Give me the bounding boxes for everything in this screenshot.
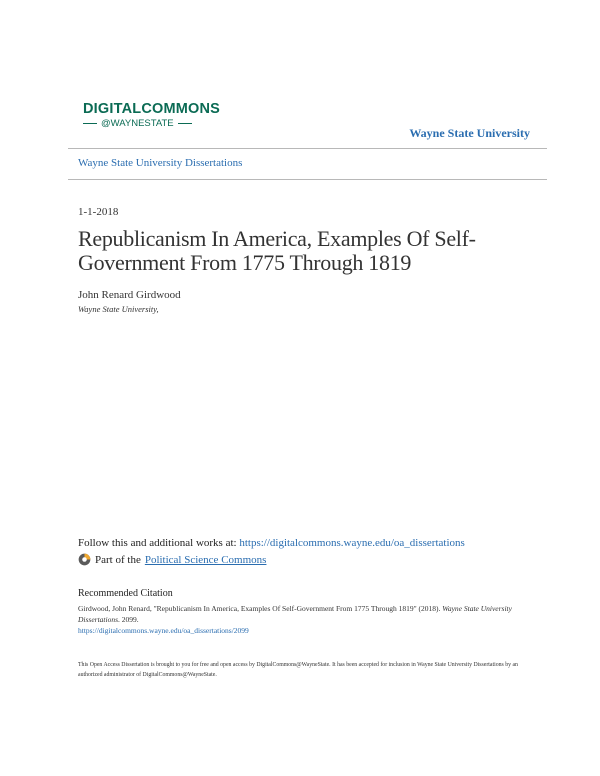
citation-journal: Wayne State University Dissertations <box>78 604 512 624</box>
network-icon <box>78 553 91 566</box>
digital-commons-logo[interactable] <box>83 101 223 129</box>
university-name[interactable]: Wayne State University <box>409 126 530 140</box>
author-affiliation: Wayne State University, <box>78 304 159 314</box>
open-access-note: This Open Access Dissertation is brought to you for free and open access by DigitalCommons@WayneState. It has been accepted for inclusion in Wayne State University Dissertations by an authorized administrator of DigitalCommons@WayneState. <box>78 662 518 678</box>
citation-suffix: . 2099. <box>118 615 139 624</box>
follow-url-link[interactable]: https://digitalcommons.wayne.edu/oa_dissertations <box>239 537 465 549</box>
header-divider <box>68 148 547 149</box>
part-of-line <box>78 553 266 566</box>
document-title: Republicanism In America, Examples Of Self-Government From 1775 Through 1819 <box>78 226 476 275</box>
series-divider <box>68 179 547 180</box>
logo-subtitle-text: @WAYNESTATE <box>101 118 174 129</box>
logo-wordmark: DIGITALCOMMONS <box>83 101 221 117</box>
recommended-citation-heading: Recommended Citation <box>78 588 173 599</box>
political-science-commons-link[interactable]: Political Science Commons <box>144 553 267 566</box>
citation-url-link[interactable]: https://digitalcommons.wayne.edu/oa_dissertations/2099 <box>78 626 249 635</box>
logo-left-dash <box>83 123 97 124</box>
logo-subtitle <box>83 118 223 129</box>
part-of-prefix: Part of the <box>95 553 141 566</box>
logo-right-dash <box>178 123 192 124</box>
follow-prefix: Follow this and additional works at: <box>78 537 240 549</box>
author-name: John Renard Girdwood <box>78 289 181 301</box>
publication-date: 1-1-2018 <box>78 206 119 218</box>
follow-works-line <box>78 537 465 549</box>
citation-body: Girdwood, John Renard, "Republicanism In America, Examples Of Self-Government From 1775 Through 1819" (2018). <box>78 604 443 613</box>
citation-text <box>78 603 528 636</box>
series-link[interactable]: Wayne State University Dissertations <box>78 157 243 169</box>
